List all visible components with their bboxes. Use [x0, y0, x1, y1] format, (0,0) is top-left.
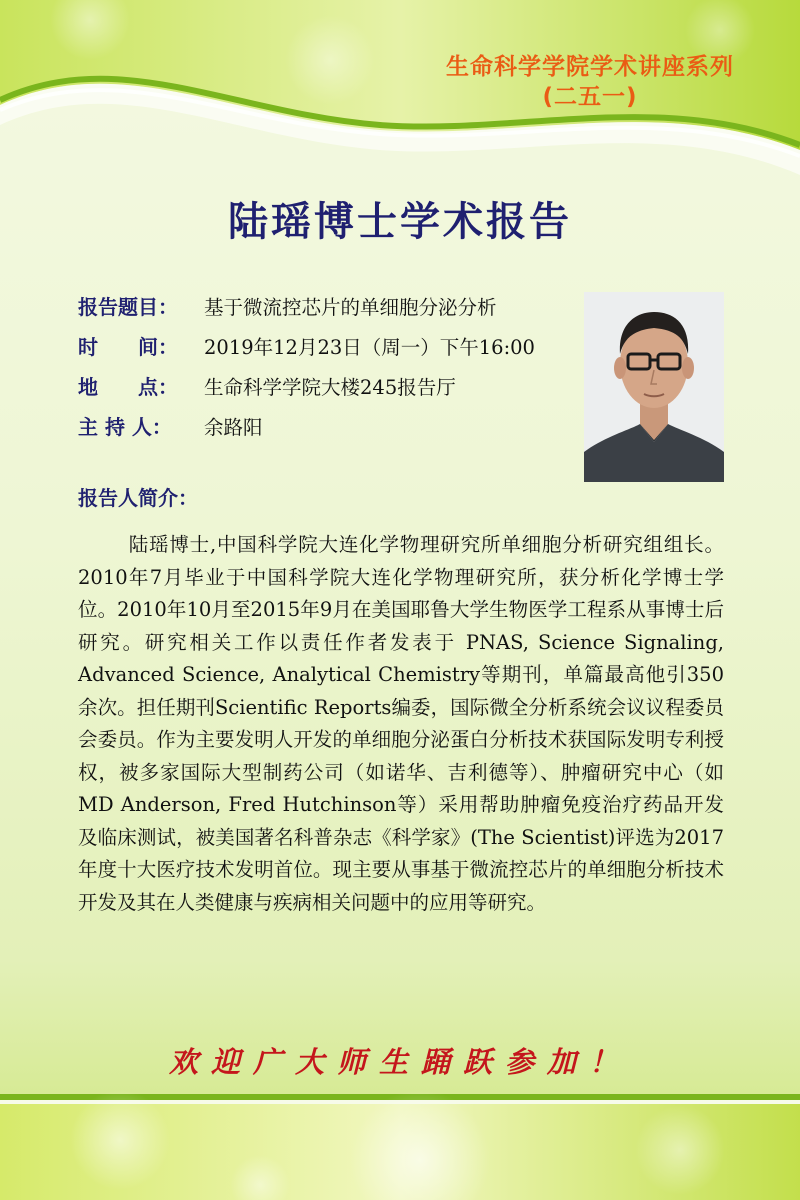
place-value: 生命科学学院大楼245报告厅 [204, 376, 456, 399]
bio-heading: 报告人简介： [78, 486, 198, 510]
speaker-photo [584, 292, 724, 482]
welcome-message: 欢迎广大师生踊跃参加！ [168, 1045, 631, 1079]
time-label: 时 间： [78, 335, 178, 359]
topic-row [78, 287, 578, 327]
host-label: 主 持 人： [78, 415, 172, 439]
lecture-info [78, 287, 578, 447]
page-title: 陆瑶博士学术报告 [228, 199, 572, 245]
time-value: 2019年12月23日（周一）下午16:00 [204, 336, 535, 359]
time-row [78, 327, 578, 367]
place-label: 地 点： [78, 375, 178, 399]
series-number: (二五一) [542, 84, 638, 110]
topic-label: 报告题目： [78, 295, 178, 319]
host-row [78, 407, 578, 447]
bio-text: 陆瑶博士,中国科学院大连化学物理研究所单细胞分析研究组组长。2010年7月毕业于中国科学院大连化学物理研究所，获分析化学博士学位。2010年10月至2015年9月在美国耶鲁大学生物医学工程系从事博士后研究。研究相关工作以责任作者发表于 PNAS, Science Signaling, Advanced Science, Analytical Chemistry等期刊，单篇最高他引350余次。担任期刊Scientific Reports编委，国际微全分析系统会议议程委员会委员。作为主要发明人开发的单细胞分泌蛋白分析技术获国际发明专利授权，被多家国际大型制药公司（如诺华、吉利德等）、肿瘤研究中心（如 MD Anderson, Fred Hutchinson等）采用帮助肿瘤免疫治疗药品开发及临床测试，被美国著名科普杂志《科学家》(The Scientist)评选为2017年度十大医疗技术发明首位。现主要从事基于微流控芯片的单细胞分析技术开发及其在人类健康与疾病相关问题中的应用等研究。 [78, 533, 724, 914]
topic-value: 基于微流控芯片的单细胞分泌分析 [204, 296, 497, 319]
series-name: 生命科学学院学术讲座系列 [446, 54, 734, 80]
lecture-series-title [410, 52, 770, 112]
host-value: 余路阳 [204, 416, 263, 439]
place-row [78, 367, 578, 407]
